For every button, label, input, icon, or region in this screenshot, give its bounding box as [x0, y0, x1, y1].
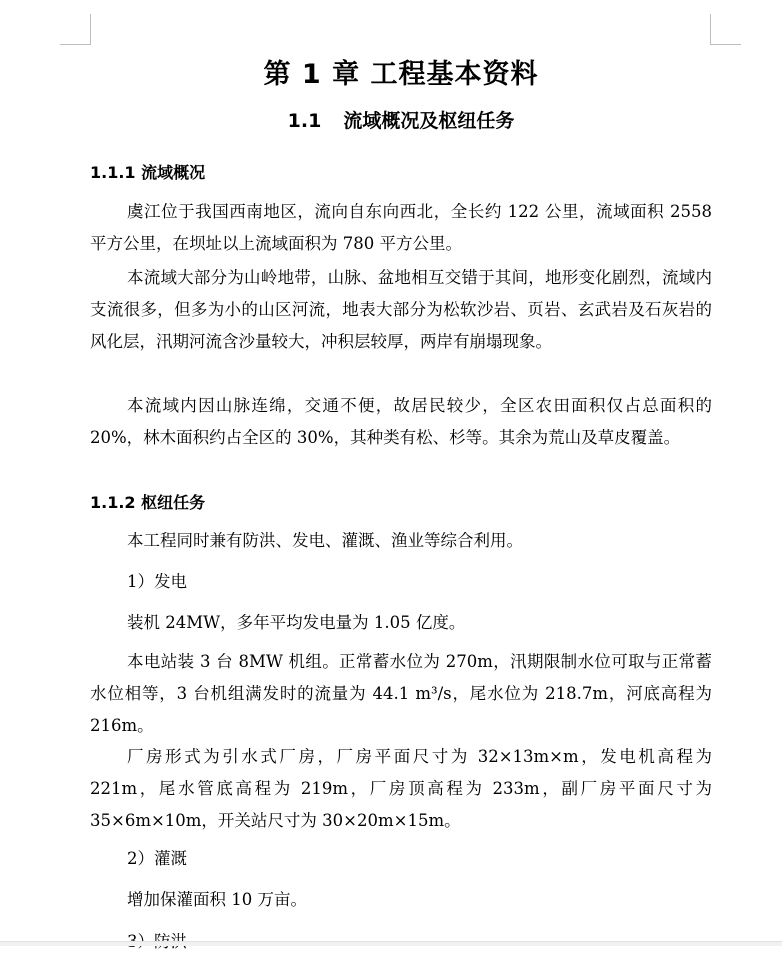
paragraph-overview-population: 本流域内因山脉连绵，交通不便，故居民较少，全区农田面积仅占总面积的 20%，林木面积约占全区的 30%，其种类有松、杉等。其余为荒山及草皮覆盖。 — [90, 396, 712, 447]
page-bottom-edge — [0, 941, 782, 946]
paragraph-power-house: 厂房形式为引水式厂房，厂房平面尺寸为 32×13m×m，发电机高程为 221m，尾水管底高程为 219m，厂房顶高程为 233m，副厂房平面尺寸为 35×6m×10m，开关站尺寸为 30×20m×15m。 — [90, 747, 712, 830]
crop-mark-top-left — [60, 14, 91, 45]
subsection-heading-overview: 1.1.1 流域概况 — [90, 163, 206, 182]
chapter-title: 第 1 章 工程基本资料 — [263, 59, 539, 90]
paragraph-power-units: 本电站装 3 台 8MW 机组。正常蓄水位为 270m，汛期限制水位可取与正常蓄水位相等，3 台机组满发时的流量为 44.1 m³/s，尾水位为 218.7m，河底高程为 216m。 — [90, 652, 712, 735]
crop-mark-top-right — [710, 14, 741, 45]
section-number: 1.1 — [287, 110, 322, 132]
paragraph-overview-location: 虞江位于我国西南地区，流向自东向西北，全长约 122 公里，流域面积 2558 平方公里，在坝址以上流域面积为 780 平方公里。 — [90, 202, 712, 253]
section-title — [90, 106, 712, 133]
paragraph-power-capacity: 装机 24MW，多年平均发电量为 1.05 亿度。 — [127, 613, 466, 632]
subsection-heading-tasks: 1.1.2 枢纽任务 — [90, 493, 206, 512]
paragraph-item-irrigation: 2）灌溉 — [127, 849, 187, 868]
section-title-text: 流域概况及枢纽任务 — [343, 110, 515, 132]
paragraph-overview-terrain: 本流域大部分为山岭地带，山脉、盆地相互交错于其间，地形变化剧烈，流域内支流很多，但多为小的山区河流，地表大部分为松软沙岩、页岩、玄武岩及石灰岩的风化层，汛期河流含沙量较大，冲积层较厚，两岸有崩塌现象。 — [90, 268, 712, 351]
paragraph-item-power: 1）发电 — [127, 572, 187, 591]
paragraph-irrigation-area: 增加保灌面积 10 万亩。 — [127, 890, 307, 909]
paragraph-tasks-intro: 本工程同时兼有防洪、发电、灌溉、渔业等综合利用。 — [127, 531, 523, 550]
